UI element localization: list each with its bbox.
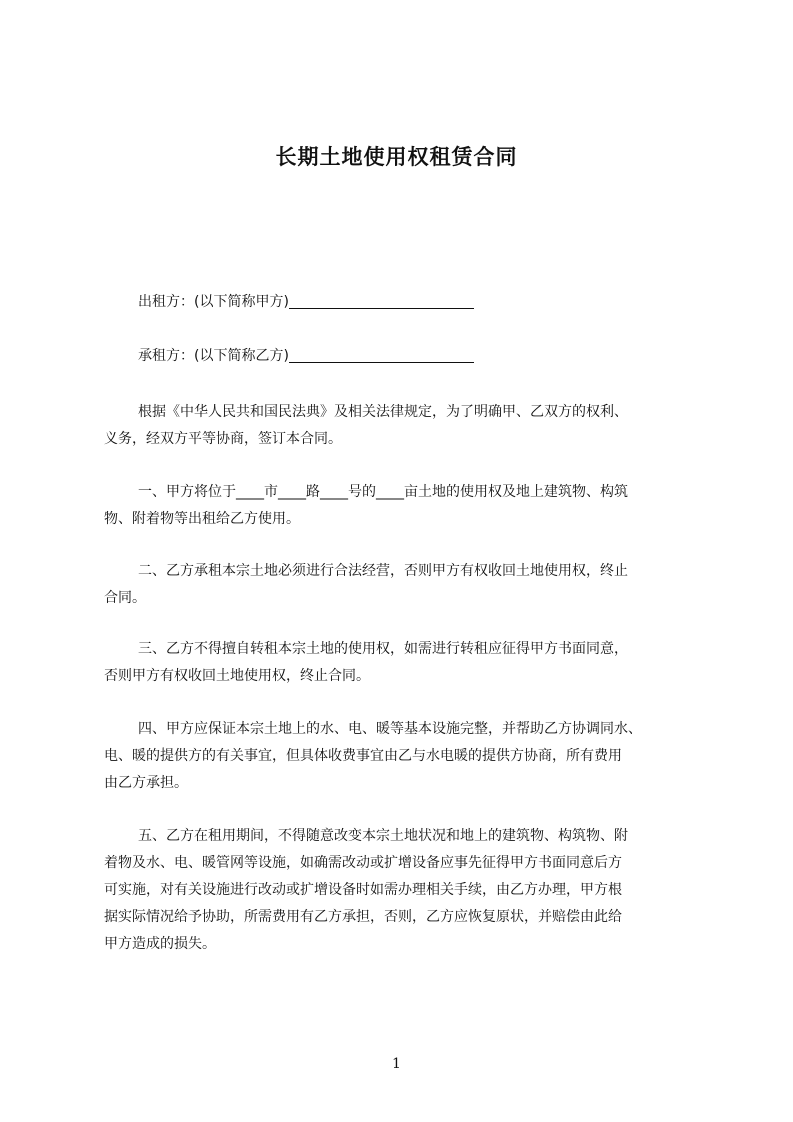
clause-3-line-1: 三、乙方不得擅自转租本宗土地的使用权，如需进行转租应征得甲方书面同意， — [138, 641, 628, 657]
intro-line-1: 根据《中华人民共和国民法典》及相关法律规定，为了明确甲、乙双方的权利、 — [138, 404, 628, 420]
clause-5-line-5: 甲方造成的损失。 — [104, 936, 216, 952]
lessor-line — [138, 291, 474, 311]
clause-4-line-1: 四、甲方应保证本宗土地上的水、电、暖等基本设施完整，并帮助乙方协调同水、 — [138, 721, 642, 737]
lessor-label: 出租方：(以下简称甲方) — [138, 294, 289, 310]
clause-5-line-4: 据实际情况给予协助，所需费用有乙方承担，否则，乙方应恢复原状，并赔偿由此给 — [104, 909, 622, 925]
clause-2-line-2: 合同。 — [104, 590, 146, 606]
clause-3-line-2: 否则甲方有权收回土地使用权，终止合同。 — [104, 668, 370, 684]
intro-line-2: 义务，经双方平等协商，签订本合同。 — [104, 431, 342, 447]
clause-5-line-3: 可实施，对有关设施进行改动或扩增设备时如需办理相关手续，由乙方办理，甲方根 — [104, 882, 622, 898]
clause-4-line-2: 电、暖的提供方的有关事宜，但具体收费事宜由乙与水电暖的提供方协商，所有费用 — [104, 748, 622, 764]
lessor-blank — [289, 294, 474, 309]
page-number: 1 — [392, 1056, 401, 1072]
clause-1-line-1: 一、甲方将位于____市____路____号的____亩土地的使用权及地上建筑物、构筑 — [138, 484, 628, 500]
clause-5-line-1: 五、乙方在租用期间，不得随意改变本宗土地状况和地上的建筑物、构筑物、附 — [138, 828, 628, 844]
clause-2-line-1: 二、乙方承租本宗土地必须进行合法经营，否则甲方有权收回土地使用权，终止 — [138, 563, 628, 579]
lessee-blank — [289, 348, 474, 363]
lessee-line — [138, 345, 474, 365]
clause-4-line-3: 由乙方承担。 — [104, 775, 188, 791]
lessee-label: 承租方：(以下简称乙方) — [138, 348, 289, 364]
clause-1-line-2: 物、附着物等出租给乙方使用。 — [104, 511, 300, 527]
document-title: 长期土地使用权租赁合同 — [275, 145, 518, 169]
clause-5-line-2: 着物及水、电、暖管网等设施，如确需改动或扩增设备应事先征得甲方书面同意后方 — [104, 855, 622, 871]
